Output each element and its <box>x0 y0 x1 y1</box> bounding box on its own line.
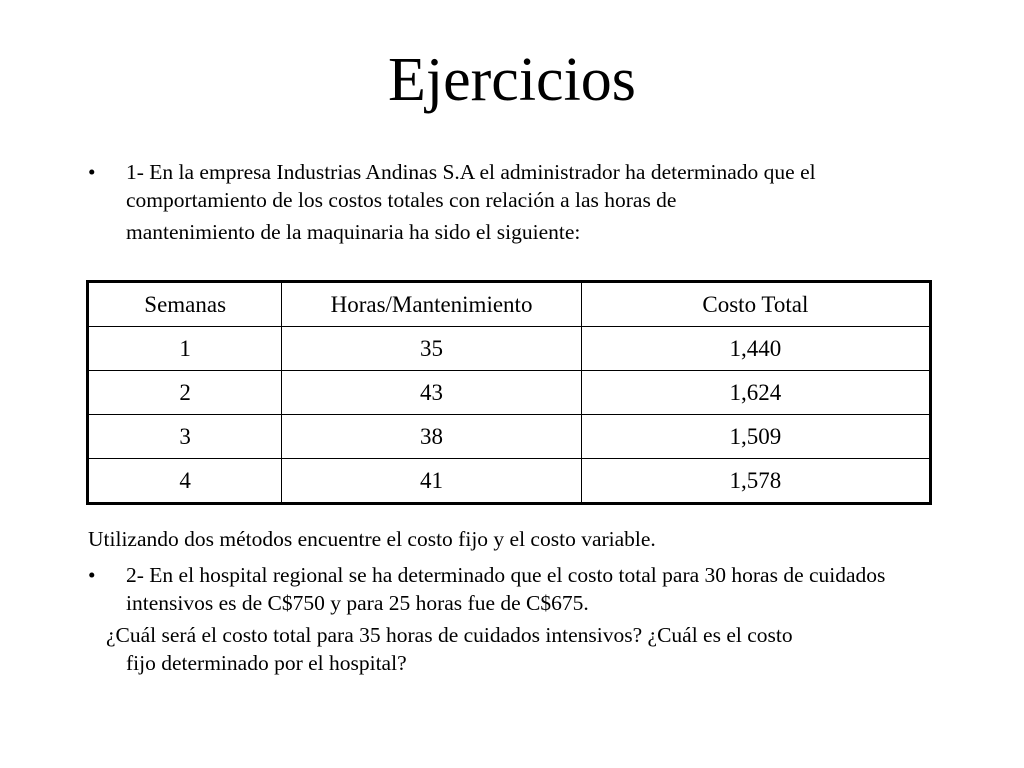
exercise-1 <box>88 158 948 246</box>
exercise-1-statement: - En la empresa Industrias Andinas S.A el administrador ha determinado que el comportamiento de los costos totales con relación a las horas de <box>126 160 816 212</box>
table-cell-semana: 1 <box>88 327 282 371</box>
table-cell-horas: 43 <box>282 371 581 415</box>
exercise-2-question-end: fijo determinado por el hospital? <box>126 651 407 675</box>
exercise-2-question-line: ¿Cuál será el costo total para 35 horas de cuidados intensivos? ¿Cuál es el costo <box>106 623 793 647</box>
table-cell-costo: 1,578 <box>581 459 930 504</box>
column-header-semanas: Semanas <box>88 282 282 327</box>
instruction-text: Utilizando dos métodos encuentre el costo fijo y el costo variable. <box>88 527 656 551</box>
bullet-marker: • <box>88 160 96 184</box>
table-cell-costo: 1,624 <box>581 371 930 415</box>
bullet-marker: • <box>88 563 96 587</box>
exercise-2-question <box>106 621 966 677</box>
table-cell-horas: 41 <box>282 459 581 504</box>
exercise-1-statement-end: mantenimiento de la maquinaria ha sido el siguiente: <box>126 220 581 244</box>
column-header-costo: Costo Total <box>581 282 930 327</box>
exercise-2-text <box>126 561 948 617</box>
exercise-1-number: 1 <box>126 160 137 184</box>
table-cell-horas: 38 <box>282 415 581 459</box>
table-cell-costo: 1,440 <box>581 327 930 371</box>
table-cell-semana: 4 <box>88 459 282 504</box>
table-cell-costo: 1,509 <box>581 415 930 459</box>
exercise-2-number: 2 <box>126 563 137 587</box>
exercise-2 <box>88 561 948 617</box>
table-cell-semana: 2 <box>88 371 282 415</box>
table-row <box>88 415 931 459</box>
table-row <box>88 371 931 415</box>
table-header-row <box>88 282 931 327</box>
exercise-2-statement: - En el hospital regional se ha determinado que el costo total para 30 horas de cuidados intensivos es de C$750 y para 25 horas fue de C$675. <box>126 563 886 615</box>
slide-title: Ejercicios <box>388 46 636 114</box>
table-cell-semana: 3 <box>88 415 282 459</box>
table-row <box>88 327 931 371</box>
exercise-1-text <box>126 158 948 246</box>
column-header-horas: Horas/Mantenimiento <box>282 282 581 327</box>
table-row <box>88 459 931 504</box>
table-cell-horas: 35 <box>282 327 581 371</box>
maintenance-cost-table <box>86 280 932 505</box>
